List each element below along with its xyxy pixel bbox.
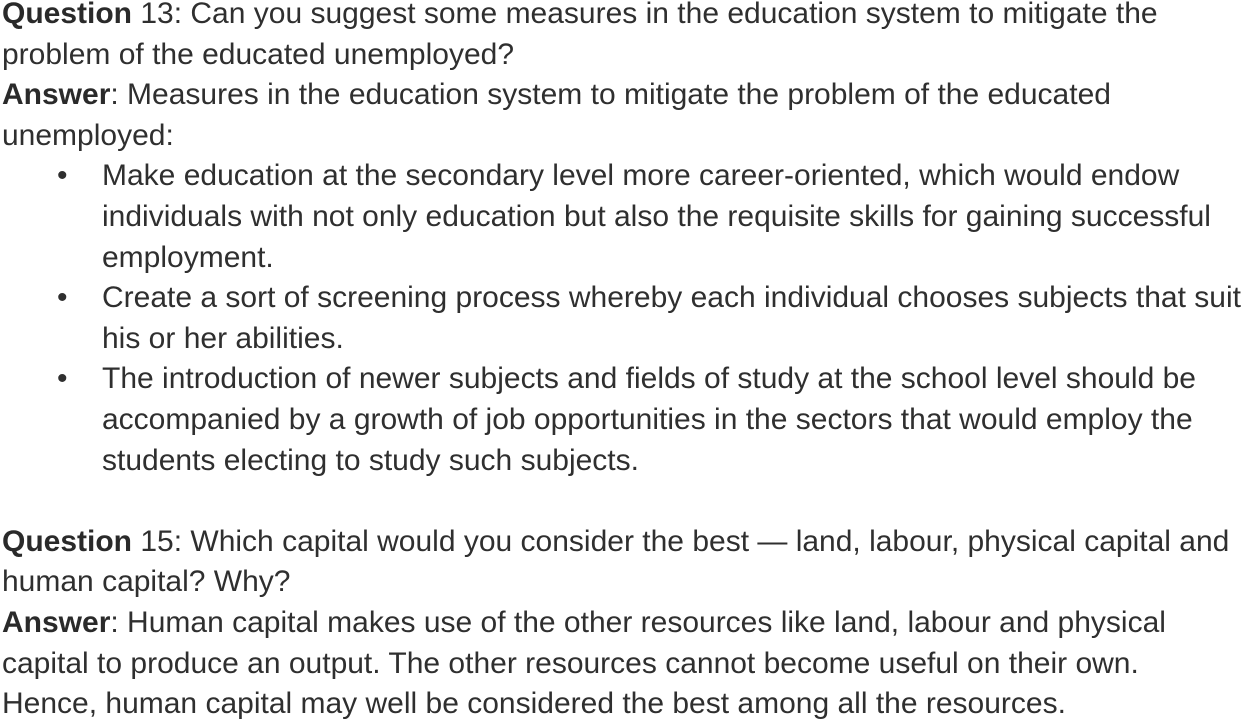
bullet-icon: • [57,159,68,193]
bold-label: Question [2,0,133,30]
text-line [2,75,1247,116]
text-line: individuals with not only education but also the requisite skills for gaining successful [102,199,1211,233]
text-run: Hence, human capital may well be considered the best among all the resources. [2,687,1066,719]
text-run: capital to produce an output. The other resources cannot become useful on their own. [2,646,1139,680]
bullet-icon: • [57,362,68,396]
question-13-block [2,0,1247,156]
bullet-item [2,278,1247,359]
text-line [2,522,1247,563]
answer-13-bullet-list [2,156,1247,481]
text-line: accompanied by a growth of job opportunities in the sectors that would employ the [102,402,1193,436]
text-run: 13: Can you suggest some measures in the education system to mitigate the [132,0,1158,30]
text-line [2,644,1247,685]
bold-label: Answer [2,78,111,112]
text-line: his or her abilities. [102,321,344,355]
text-line [2,35,1247,76]
text-line [2,116,1247,157]
text-run: : Human capital makes use of the other resources like land, labour and physical [110,605,1166,639]
text-run: problem of the educated unemployed? [2,37,515,71]
text-line: The introduction of newer subjects and fields of study at the school level should be [102,362,1196,396]
text-line [2,603,1247,644]
text-line: students electing to study such subjects. [102,443,639,477]
bullet-item [2,156,1247,278]
text-run: unemployed: [2,118,174,152]
question-15-block [2,522,1247,719]
bold-label: Answer [2,605,111,639]
text-line [2,562,1247,603]
text-line: Create a sort of screening process whereby each individual chooses subjects that suit [102,281,1241,315]
blank-line [2,481,1247,522]
bullet-icon: • [57,281,68,315]
text-line: Make education at the secondary level more career-oriented, which would endow [102,159,1180,193]
bold-label: Question [2,524,133,558]
text-line [2,684,1247,719]
text-line: employment. [102,240,274,274]
text-run: : Measures in the education system to mitigate the problem of the educated [110,78,1111,112]
bullet-item [2,359,1247,481]
text-run: 15: Which capital would you consider the best — land, labour, physical capital and [132,524,1230,558]
text-line [2,0,1247,35]
text-run: human capital? Why? [2,565,291,599]
